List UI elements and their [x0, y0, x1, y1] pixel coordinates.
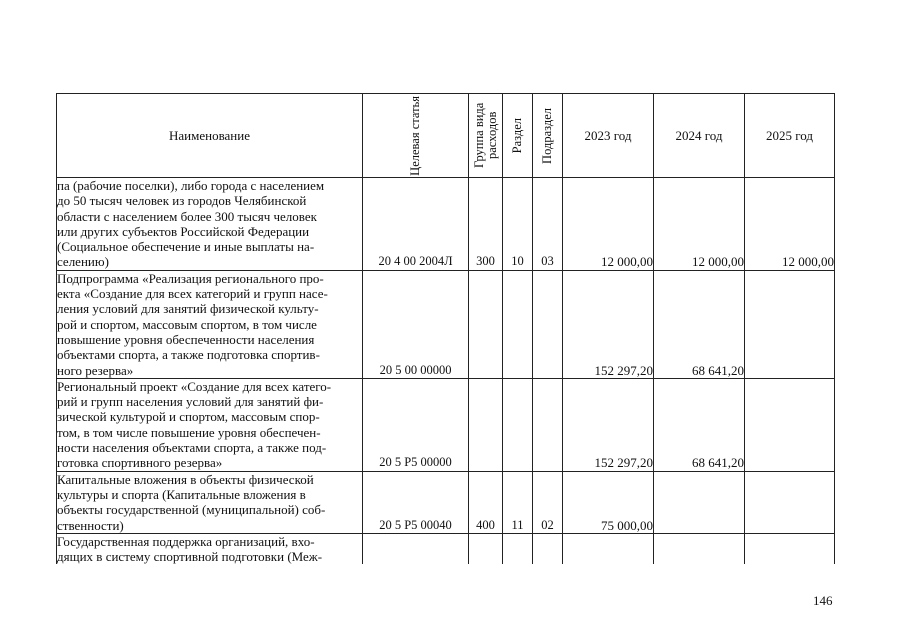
row-2024 [654, 471, 745, 533]
header-2025: 2025 год [745, 94, 835, 178]
row-section: 10 [503, 178, 533, 271]
row-name-cell [57, 471, 363, 533]
row-name-line: (Социальное обеспечение и иные выплаты на- [57, 239, 315, 255]
header-name: Наименование [57, 94, 363, 178]
row-subsection [533, 533, 563, 564]
row-group [469, 378, 503, 471]
header-section: Раздел [503, 94, 533, 178]
row-group: 300 [469, 178, 503, 271]
row-subsection: 03 [533, 178, 563, 271]
row-2025 [745, 533, 835, 564]
row-name-line: до 50 тысяч человек из городов Челябинской [57, 193, 307, 209]
row-2023: 152 297,20 [563, 270, 654, 378]
row-target-code [363, 533, 469, 564]
row-section [503, 533, 533, 564]
row-name-line: или других субъектов Российской Федерации [57, 223, 310, 239]
row-name-line: ности населения объектами спорта, а также под- [57, 440, 327, 456]
row-name-cell [57, 378, 363, 471]
header-target: Целевая статья [363, 94, 469, 178]
header-2024: 2024 год [654, 94, 745, 178]
row-name-line: ления условий для занятий физической культу- [57, 301, 319, 317]
row-name-line: культуры и спорта (Капитальные вложения в [57, 486, 306, 502]
table-row [57, 533, 835, 564]
row-name-line: объектами спорта, а также подготовка спортив- [57, 347, 320, 363]
row-name-line: екта «Создание для всех категорий и групп насе- [57, 286, 328, 302]
table-header-row [57, 94, 835, 178]
row-name-line: области с населением более 300 тысяч человек [57, 208, 317, 224]
row-target-code: 20 5 P5 00000 [363, 378, 469, 471]
row-group: 400 [469, 471, 503, 533]
row-2023: 12 000,00 [563, 178, 654, 271]
header-subsection: Подраздел [533, 94, 563, 178]
row-name-line: Капитальные вложения в объекты физической [57, 471, 314, 487]
row-name-cell [57, 533, 363, 564]
row-2023: 152 297,20 [563, 378, 654, 471]
row-2025 [745, 471, 835, 533]
row-2024 [654, 533, 745, 564]
row-section [503, 378, 533, 471]
row-name-line: рой и спортом, массовым спортом, в том числе [57, 316, 317, 332]
row-section: 11 [503, 471, 533, 533]
row-2025 [745, 270, 835, 378]
row-name-line: Подпрограмма «Реализация регионального про- [57, 270, 324, 286]
row-section [503, 270, 533, 378]
row-name-line: дящих в систему спортивной подготовки (Меж- [57, 549, 323, 565]
budget-table [56, 93, 835, 564]
table-row [57, 270, 835, 378]
row-group [469, 270, 503, 378]
row-name-line: объекты государственной (муниципальной) соб- [57, 502, 326, 518]
row-2025: 12 000,00 [745, 178, 835, 271]
row-name-line: Государственная поддержка организаций, вхо- [57, 533, 315, 549]
header-2023: 2023 год [563, 94, 654, 178]
row-2024: 68 641,20 [654, 378, 745, 471]
row-name-cell [57, 270, 363, 378]
row-target-code: 20 5 00 00000 [363, 270, 469, 378]
row-target-code: 20 4 00 2004Л [363, 178, 469, 271]
page-number: 146 [813, 593, 833, 608]
row-name-line: Региональный проект «Создание для всех катего- [57, 378, 332, 394]
row-2025 [745, 378, 835, 471]
row-2024: 68 641,20 [654, 270, 745, 378]
row-name-line: рий и групп населения условий для занятий фи- [57, 394, 324, 410]
row-name-line: зической культурой и спортом, массовым спор- [57, 409, 320, 425]
row-subsection [533, 270, 563, 378]
header-group: Группа вида расходов [469, 94, 503, 178]
row-name-line: па (рабочие поселки), либо города с населением [57, 178, 325, 193]
row-2024: 12 000,00 [654, 178, 745, 271]
row-name-line: селению) [57, 254, 109, 270]
row-target-code: 20 5 P5 00040 [363, 471, 469, 533]
row-group [469, 533, 503, 564]
row-name-line: ного резерва» [57, 362, 134, 378]
table-row [57, 178, 835, 271]
row-name-line: готовка спортивного резерва» [57, 455, 223, 471]
row-name-line: том, в том числе повышение уровня обеспечен- [57, 424, 321, 440]
row-subsection [533, 378, 563, 471]
table-row [57, 378, 835, 471]
table-row [57, 471, 835, 533]
row-name-line: повышение уровня обеспеченности населения [57, 331, 315, 347]
row-subsection: 02 [533, 471, 563, 533]
row-name-cell [57, 178, 363, 271]
row-2023: 75 000,00 [563, 471, 654, 533]
row-name-line: ственности) [57, 517, 124, 533]
row-2023 [563, 533, 654, 564]
